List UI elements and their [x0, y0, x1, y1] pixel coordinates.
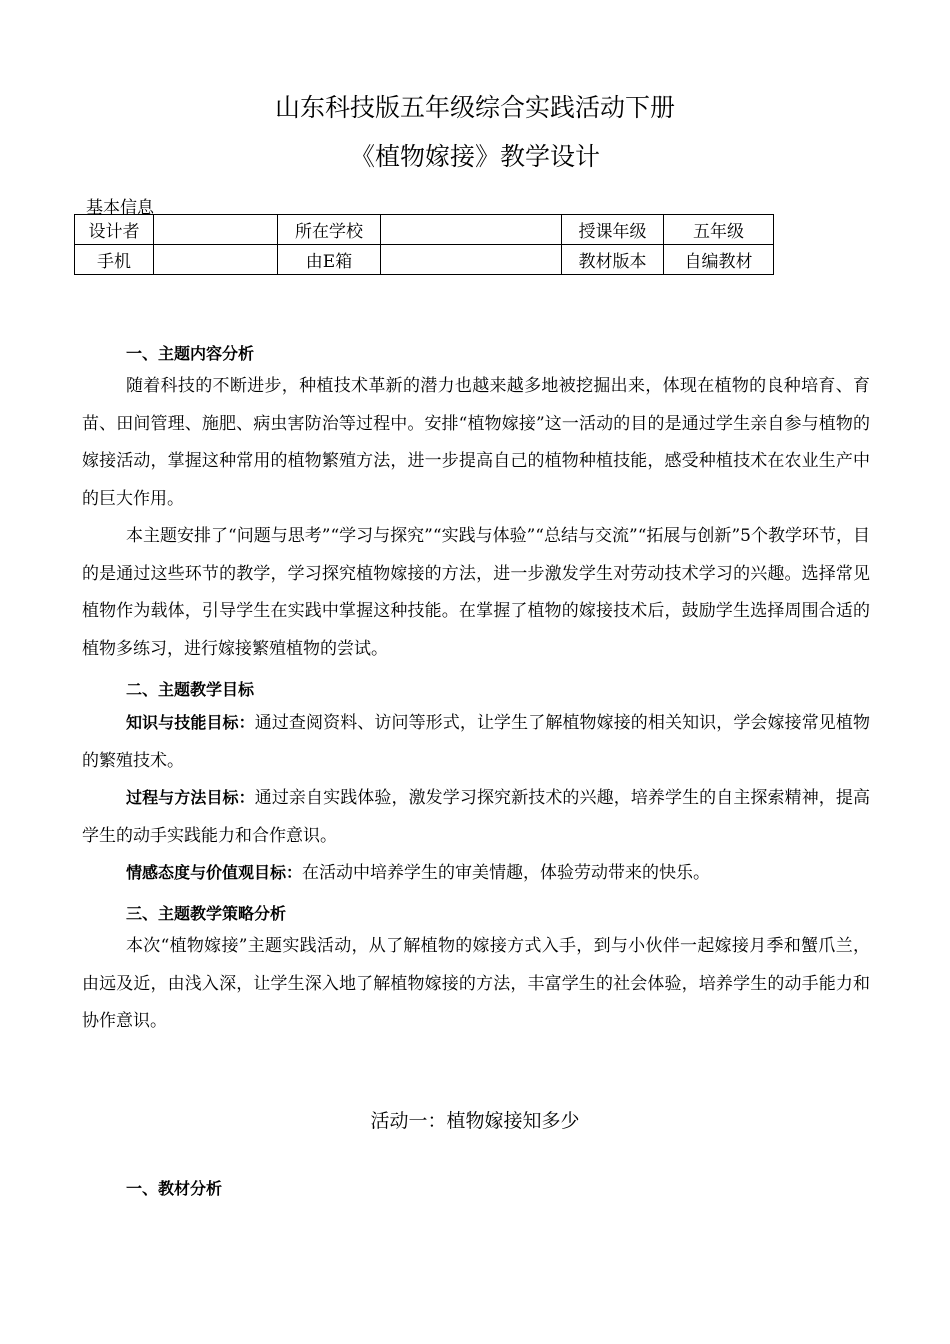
activity-title: 活动一：植物嫁接知多少 [370, 1110, 580, 1132]
table-cell: 授课年级 [562, 215, 664, 245]
basic-info-table [74, 214, 774, 275]
goal-emotion-text: 在活动中培养学生的审美情趣，体验劳动带来的快乐。 [302, 863, 711, 883]
table-cell: 所在学校 [278, 215, 381, 245]
table-cell [154, 245, 278, 275]
goal-process-text: 通过亲自实践体验，激发学习探究新技术的兴趣，培养学生的自主探索精神，提高学生的动手实践能力和合作意识。 [82, 788, 870, 846]
basic-info-label: 基本信息 [86, 198, 154, 218]
section-heading-material-analysis: 一、教材分析 [126, 1179, 223, 1198]
table-cell: 教材版本 [562, 245, 664, 275]
table-row [75, 245, 774, 275]
table-cell: 自编教材 [664, 245, 774, 275]
table-row [75, 215, 774, 245]
table-cell [381, 215, 562, 245]
document-title-line2: 《植物嫁接》教学设计 [349, 142, 600, 171]
paragraph-goal-emotion [82, 854, 870, 893]
paragraph-content-analysis-1: 随着科技的不断进步，种植技术革新的潜力也越来越多地被挖掘出来，体现在植物的良种培育、育苗、田间管理、施肥、病虫害防治等过程中。安排“植物嫁接”这一活动的目的是通过学生亲自参与植物的嫁接活动，掌握这种常用的植物繁殖方法，进一步提高自己的植物种植技能，感受种植技术在农业生产中的巨大作用。 [82, 376, 870, 509]
paragraph-goal-knowledge [82, 704, 870, 780]
document-title-line1: 山东科技版五年级综合实践活动下册 [274, 93, 675, 122]
table-cell: 设计者 [75, 215, 154, 245]
paragraph-goal-process [82, 779, 870, 855]
table-cell: 手机 [75, 245, 154, 275]
section-heading-strategy: 三、主题教学策略分析 [126, 904, 287, 923]
paragraph-strategy: 本次“植物嫁接”主题实践活动，从了解植物的嫁接方式入手，到与小伙伴一起嫁接月季和蟹爪兰，由远及近，由浅入深，让学生深入地了解植物嫁接的方法，丰富学生的社会体验，培养学生的动手能力和协作意识。 [82, 936, 870, 1031]
goal-process-label: 过程与方法目标： [126, 788, 255, 807]
section-heading-content-analysis: 一、主题内容分析 [126, 344, 255, 363]
table-cell [154, 215, 278, 245]
paragraph-content-analysis-2: 本主题安排了“问题与思考”“学习与探究”“实践与体验”“总结与交流”“拓展与创新”5个教学环节，目的是通过这些环节的教学，学习探究植物嫁接的方法，进一步激发学生对劳动技术学习的兴趣。选择常见植物作为载体，引导学生在实践中掌握这种技能。在掌握了植物的嫁接技术后，鼓励学生选择周围合适的植物多练习，进行嫁接繁殖植物的尝试。 [82, 526, 870, 659]
table-cell [381, 245, 562, 275]
section-heading-teaching-goals: 二、主题教学目标 [126, 680, 255, 699]
table-cell: 由E箱 [278, 245, 381, 275]
goal-knowledge-text: 通过查阅资料、访问等形式，让学生了解植物嫁接的相关知识，学会嫁接常见植物的繁殖技术。 [82, 713, 870, 771]
table-cell: 五年级 [664, 215, 774, 245]
goal-knowledge-label: 知识与技能目标： [126, 713, 255, 732]
goal-emotion-label: 情感态度与价值观目标： [126, 863, 303, 882]
